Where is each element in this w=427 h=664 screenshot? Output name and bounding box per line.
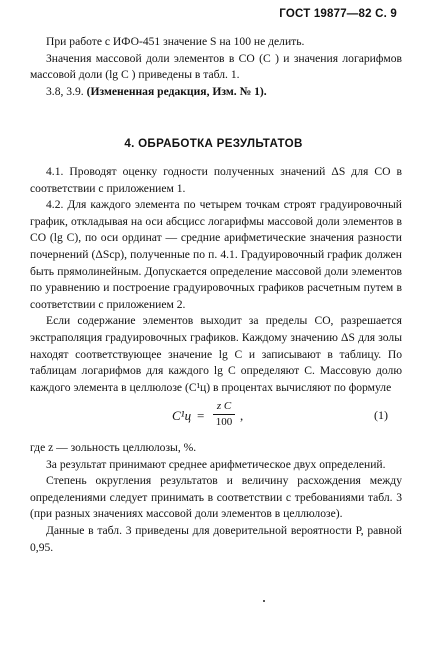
amendment-bold: (Измененная редакция, Изм. № 1). [86, 84, 267, 98]
section-body [30, 164, 402, 396]
section-heading: 4. ОБРАБОТКА РЕЗУЛЬТАТОВ [124, 137, 303, 150]
formula-numerator: z C [216, 400, 232, 412]
paragraph-extrapolation: Если содержание элементов выходит за пределы СО, разрешается экстраполяция градуировочных графиков. Каждому значению ΔS для золы находят соответствующее значение lg C и записывают в таблицу. По таблицам логарифмов для каждого lg C определяют C. Массовую долю каждого элемента в целлюлозе (C¹ц) в процентах вычисляют по формуле [30, 314, 402, 394]
ifo-note: При работе с ИФО-451 значение S на 100 не делить. [46, 35, 305, 48]
closing-block [30, 440, 402, 556]
formula-equals: = [197, 408, 205, 423]
formula-number: (1) [374, 408, 388, 422]
page-speck [263, 600, 265, 602]
table3-paragraph: Данные в табл. 3 приведены для доверительной вероятности P, равной 0,95. [30, 523, 402, 554]
fraction-bar [213, 414, 235, 415]
result-paragraph: За результат принимают среднее арифметическое двух определений. [46, 457, 386, 471]
table1-note: Значения массовой доли элементов в СО (C ) и значения логарифмов массовой доли (lg C ) приведены в табл. 1. [30, 51, 402, 82]
formula-lhs: C¹ц [172, 408, 192, 423]
amendment-prefix: 3.8, 3.9. [46, 84, 87, 98]
formula-fraction [213, 400, 235, 429]
paragraph-4-1: 4.1. Проводят оценку годности полученных значений ΔS для СО в соответствии с приложением 1. [30, 165, 402, 195]
paragraph-4-2: 4.2. Для каждого элемента по четырем точкам строят градуировочный график, откладывая на оси абсцисс логарифмы массовой доли элементов в СО (lg C), по оси ординат — средние арифметические значения разности почернений (ΔSср), полученные по п. 4.1. Градуировочный график должен быть прямолинейным. Допускается определение массовой доли элементов по уравнению и построение градуировочных графиков расчетным путем в соответствии с приложением 2. [30, 198, 402, 311]
where-clause: где z — зольность целлюлозы, %. [30, 441, 197, 454]
amendment-note [30, 84, 402, 101]
rounding-paragraph: Степень округления результатов и величину расхождения между определениями следует принимать в соответствии с требованиями табл. 3 (при разных значениях массовой доли элементов в целлюлозе). [30, 474, 402, 521]
formula-denominator: 100 [215, 416, 233, 428]
formula-comma: , [240, 408, 244, 423]
intro-block [30, 34, 402, 100]
formula-1 [0, 398, 427, 438]
running-header: ГОСТ 19877—82 С. 9 [279, 8, 397, 20]
